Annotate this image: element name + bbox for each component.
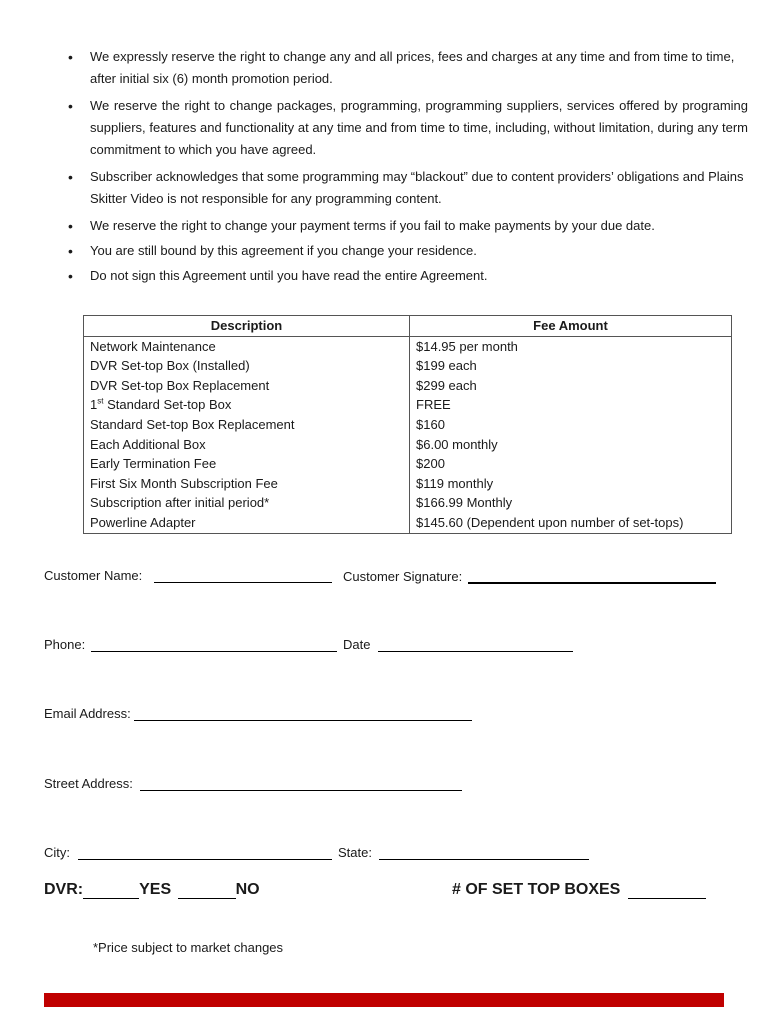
fees-table — [83, 315, 732, 534]
description-cell: Network Maintenance — [84, 336, 410, 356]
email-label: Email Address: — [44, 706, 131, 721]
street-address-field — [44, 776, 462, 791]
description-cell: Each Additional Box — [84, 435, 410, 455]
dvr-label: DVR: — [44, 881, 84, 898]
set-top-boxes-field — [452, 881, 706, 899]
description-cell: Subscription after initial period* — [84, 493, 410, 513]
customer-name-input[interactable] — [154, 568, 332, 583]
bullet-item: • We expressly reserve the right to change any and all prices, fees and charges at any time and from time to time, after initial six (6) month promotion period. — [68, 46, 748, 90]
description-header: Description — [84, 316, 410, 337]
date-label: Date — [343, 637, 371, 652]
set-top-boxes-label: # OF SET TOP BOXES — [452, 881, 621, 898]
bullet-icon: • — [68, 218, 73, 234]
table-row — [84, 513, 732, 533]
bullet-icon: • — [68, 98, 73, 114]
description-cell: Standard Set-top Box Replacement — [84, 415, 410, 435]
table-row — [84, 356, 732, 376]
description-cell: Powerline Adapter — [84, 513, 410, 533]
terms-bullet-list — [68, 46, 748, 290]
description-cell: DVR Set-top Box (Installed) — [84, 356, 410, 376]
date-input[interactable] — [378, 637, 573, 652]
table-row — [84, 474, 732, 494]
customer-signature-input[interactable] — [468, 568, 716, 584]
set-top-boxes-input[interactable] — [628, 882, 706, 899]
price-note: *Price subject to market changes — [93, 940, 284, 955]
bullet-item: • Subscriber acknowledges that some programming may “blackout” due to content providers’ obligations and Plains Skitter Video is not responsible for any programming content. — [68, 166, 748, 210]
customer-name-label: Customer Name: — [44, 568, 143, 583]
dvr-yes-label: YES — [139, 881, 172, 898]
email-input[interactable] — [134, 706, 472, 721]
dvr-yes-input[interactable] — [83, 882, 139, 899]
bullet-icon: • — [68, 49, 73, 65]
city-field — [44, 845, 332, 860]
fee-cell: $119 monthly — [410, 474, 732, 494]
fee-cell: $6.00 monthly — [410, 435, 732, 455]
date-field — [343, 637, 573, 652]
phone-input[interactable] — [91, 637, 337, 652]
bullet-icon: • — [68, 169, 73, 185]
state-input[interactable] — [379, 845, 589, 860]
street-address-label: Street Address: — [44, 776, 133, 791]
bullet-icon: • — [68, 243, 73, 259]
description-cell: Early Termination Fee — [84, 454, 410, 474]
bullet-item: • We reserve the right to change packages, programming, programming suppliers, services offered by programing suppliers, features and functionality at any time and from time to time, including, without limitation, during any term commitment to which you have agreed. — [68, 95, 748, 161]
table-row — [84, 493, 732, 513]
fee-cell: $199 each — [410, 356, 732, 376]
description-cell: DVR Set-top Box Replacement — [84, 376, 410, 396]
phone-label: Phone: — [44, 637, 86, 652]
email-field — [44, 706, 472, 721]
fee-amount-header: Fee Amount — [410, 316, 732, 337]
table-row — [84, 435, 732, 455]
fee-cell: $145.60 (Dependent upon number of set-tops) — [410, 513, 732, 533]
footer-bar — [44, 993, 724, 1007]
fee-cell: FREE — [410, 395, 732, 415]
bullet-item: • Do not sign this Agreement until you have read the entire Agreement. — [68, 265, 748, 287]
city-label: City: — [44, 845, 70, 860]
bullet-icon: • — [68, 268, 73, 284]
fee-cell: $166.99 Monthly — [410, 493, 732, 513]
ordinal-suffix: st — [97, 397, 104, 407]
customer-name-field — [44, 568, 332, 583]
dvr-field — [44, 881, 260, 899]
city-input[interactable] — [78, 845, 332, 860]
table-row — [84, 376, 732, 396]
description-cell: First Six Month Subscription Fee — [84, 474, 410, 494]
bullet-item: • You are still bound by this agreement if you change your residence. — [68, 240, 748, 262]
dvr-no-input[interactable] — [178, 882, 236, 899]
dvr-no-label: NO — [235, 881, 260, 898]
fee-cell: $14.95 per month — [410, 336, 732, 356]
table-header-row — [84, 316, 732, 337]
bullet-item: • We reserve the right to change your payment terms if you fail to make payments by your due date. — [68, 215, 748, 237]
table-row — [84, 415, 732, 435]
fee-cell: $299 each — [410, 376, 732, 396]
description-cell: 1st Standard Set-top Box — [84, 395, 410, 415]
state-field — [338, 845, 589, 860]
street-address-input[interactable] — [140, 776, 462, 791]
table-row — [84, 336, 732, 356]
customer-signature-label: Customer Signature: — [343, 569, 463, 584]
state-label: State: — [338, 845, 372, 860]
table-row — [84, 454, 732, 474]
fee-cell: $160 — [410, 415, 732, 435]
fee-cell: $200 — [410, 454, 732, 474]
phone-field — [44, 637, 337, 652]
table-row — [84, 395, 732, 415]
customer-signature-field — [343, 568, 716, 584]
